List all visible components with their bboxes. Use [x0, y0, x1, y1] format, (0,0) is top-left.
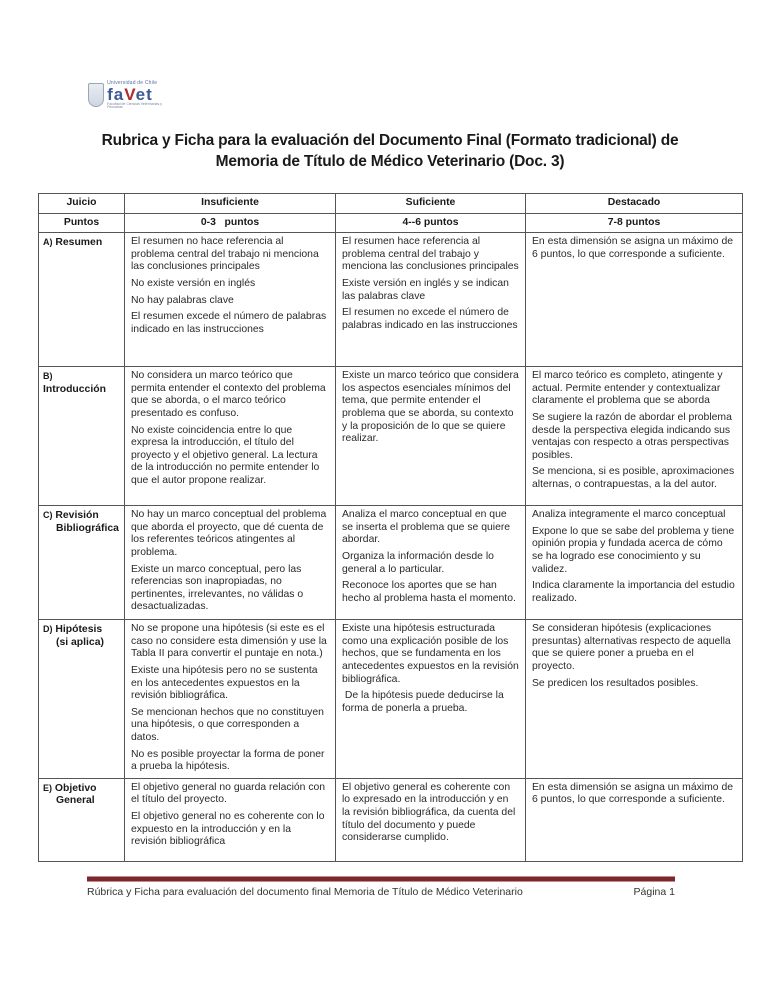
cell-destacado: En esta dimensión se asigna un máximo de 6 puntos, lo que corresponde a suficiente. [526, 233, 743, 367]
header-juicio: Juicio [39, 194, 125, 214]
cell-destacado: Analiza integramente el marco conceptual Expone lo que se sabe del problema y tiene opinión propia y fundada acerca de cómo se ha logrado ese conocimiento y su validez. Indica claramente la importancia del estudio realizado. [526, 506, 743, 620]
footer-text: Rúbrica y Ficha para evaluación del documento final Memoria de Título de Médico Veterinario [87, 886, 523, 898]
cell-insuficiente: El resumen no hace referencia al problema central del trabajo ni menciona las conclusiones principales No existe versión en inglés No hay palabras clave El resumen excede el número de palabras indicado en las instrucciones [125, 233, 336, 367]
points-destacado: 7-8 puntos [526, 213, 743, 233]
row-label: E) Objetivo General [39, 778, 125, 861]
table-row-hipotesis [39, 620, 743, 779]
row-label: B) Introducción [39, 367, 125, 506]
cell-suficiente: Existe una hipótesis estructurada como una explicación posible de los hechos, que se fundamenta en los antecedentes expuestos en la revisión bibliográfica. De la hipótesis puede deducirse la forma de ponerla a prueba. [336, 620, 526, 779]
header-row [39, 194, 743, 214]
points-suficiente: 4--6 puntos [336, 213, 526, 233]
row-label: C) Revisión Bibliográfica [39, 506, 125, 620]
cell-insuficiente: No se propone una hipótesis (si este es el caso no considere esta dimensión y use la Tabla II para convertir el puntaje en nota.) Existe una hipótesis pero no se sustenta en los antecedentes expuestos en la revisión bibliográfica. Se mencionan hechos que no constituyen una hipótesis, o que corresponden a datos. No es posible proyectar la forma de poner a prueba la hipótesis. [125, 620, 336, 779]
points-label: Puntos [39, 213, 125, 233]
cell-insuficiente: El objetivo general no guarda relación con el título del proyecto. El objetivo general no es coherente con lo expuesto en la introducción y en la revisión bibliográfica [125, 778, 336, 861]
cell-suficiente: Analiza el marco conceptual en que se inserta el problema que se quiere abordar. Organiza la información desde lo general a lo particular. Reconoce los aportes que se han hecho al problema hasta el momento. [336, 506, 526, 620]
points-insuficiente: 0-3 puntos [125, 213, 336, 233]
title-line-2: Memoria de Título de Médico Veterinario (Doc. 3) [215, 153, 565, 170]
logo-university: Universidad de Chile [107, 79, 158, 86]
header-insuficiente: Insuficiente [125, 194, 336, 214]
table-row-revision-bibliografica [39, 506, 743, 620]
table-row-objetivo-general [39, 778, 743, 861]
header-destacado: Destacado [526, 194, 743, 214]
favet-logo [88, 78, 170, 112]
cell-suficiente: El resumen hace referencia al problema central del trabajo y menciona las conclusiones principales Existe versión en inglés y se indican las palabras clave El resumen no excede el número de palabras indicado en las instrucciones [336, 233, 526, 367]
row-label: A) Resumen [39, 233, 125, 367]
university-crest-icon [88, 83, 104, 107]
header-suficiente: Suficiente [336, 194, 526, 214]
logo-name: faVet [107, 84, 153, 104]
footer-divider [87, 876, 675, 882]
cell-destacado: En esta dimensión se asigna un máximo de 6 puntos, lo que corresponde a suficiente. [526, 778, 743, 861]
cell-insuficiente: No hay un marco conceptual del problema que aborda el proyecto, que dé cuenta de los referentes teóricos atingentes al problema. Existe un marco conceptual, pero las referencias son inapropiadas, no pertinentes, irrelevantes, no válidas o desactualizadas. [125, 506, 336, 620]
cell-destacado: El marco teórico es completo, atingente y actual. Permite entender y contextualizar claramente el problema que se aborda Se sugiere la razón de abordar el problema desde la perspectiva elegida indicando sus ventajas con respecto a otras perspectivas posibles. Se menciona, si es posible, aproximaciones alternas, o contrapuestas, a la del autor. [526, 367, 743, 506]
rubric-table [38, 193, 743, 862]
points-row [39, 213, 743, 233]
row-label: D) Hipótesis (si aplica) [39, 620, 125, 779]
title-line-1: Rubrica y Ficha para la evaluación del Documento Final (Formato tradicional) de [101, 132, 679, 149]
document-title [60, 130, 720, 172]
cell-suficiente: Existe un marco teórico que considera los aspectos esenciales mínimos del tema, que permite entender el problema que se aborda, su contexto y la proposición de lo que se quiere realizar. [336, 367, 526, 506]
cell-insuficiente: No considera un marco teórico que permita entender el contexto del problema que se aborda, o el marco teórico presentado es confuso. No existe coincidencia entre lo que expresa la introducción, el título del proyecto y el objetivo general. La lectura de la introducción no permite entender lo que el autor propone realizar. [125, 367, 336, 506]
logo-subtitle: Facultad de Ciencias Veterinarias y Pecuarias [107, 101, 162, 109]
table-row-introduccion [39, 367, 743, 506]
cell-suficiente: El objetivo general es coherente con lo expresado en la introducción y en la revisión bibliográfica, da cuenta del título del documento y puede considerarse cumplido. [336, 778, 526, 861]
cell-destacado: Se consideran hipótesis (explicaciones presuntas) alternativas respecto de aquella que se quiere poner a prueba en el proyecto. Se predicen los resultados posibles. [526, 620, 743, 779]
table-row-resumen [39, 233, 743, 367]
page-number: Página 1 [633, 886, 675, 898]
